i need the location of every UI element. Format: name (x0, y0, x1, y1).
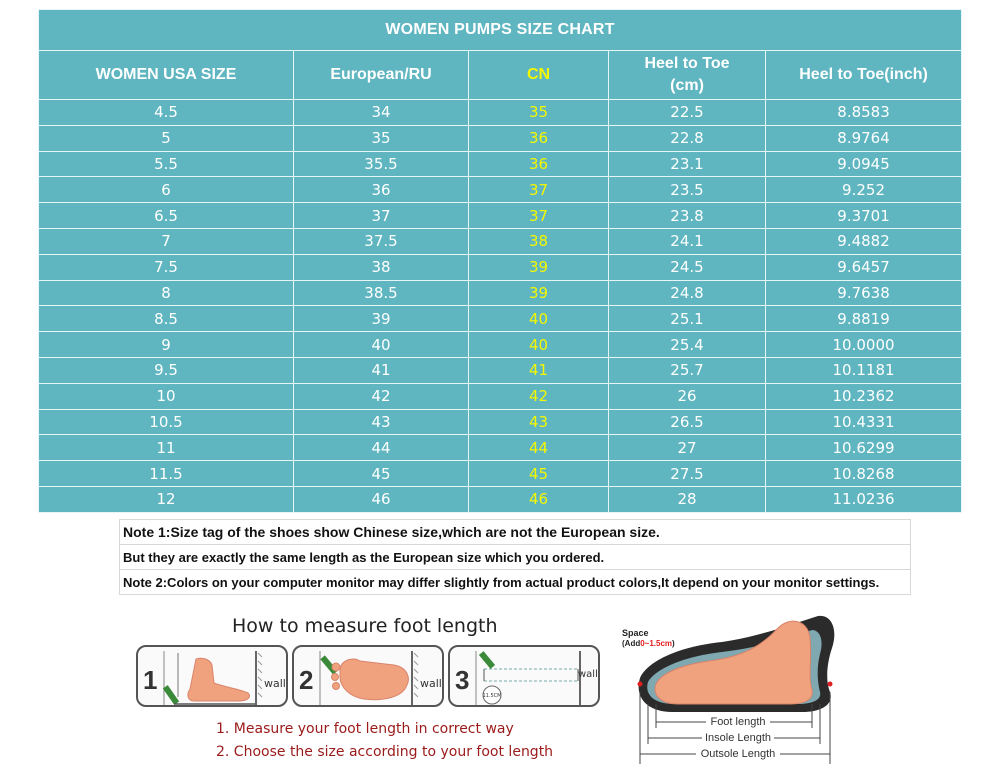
cell-heel-to-toe-cm: 23.1 (609, 151, 766, 177)
table-row (39, 486, 962, 512)
cell-usa-size: 9.5 (39, 357, 294, 383)
step-number: 2 (299, 665, 314, 695)
cell-heel-to-toe-inch: 10.1181 (766, 357, 962, 383)
space-label: Space (622, 628, 649, 638)
cell-cn-size: 45 (469, 461, 609, 487)
cell-heel-to-toe-cm: 27.5 (609, 461, 766, 487)
pencil-icon (479, 651, 495, 669)
table-row (39, 280, 962, 306)
cell-european-size: 46 (294, 486, 469, 512)
cell-european-size: 38.5 (294, 280, 469, 306)
step-3-illustration (450, 647, 600, 707)
cell-heel-to-toe-inch: 9.4882 (766, 228, 962, 254)
cell-heel-to-toe-cm: 22.8 (609, 125, 766, 151)
cell-heel-to-toe-inch: 9.252 (766, 177, 962, 203)
insole-length-label: Insole Length (704, 732, 772, 744)
notes-table (119, 519, 911, 595)
cell-usa-size: 9 (39, 332, 294, 358)
space-note-prefix: (Add (622, 639, 641, 648)
step-1-illustration (138, 647, 288, 707)
cell-heel-to-toe-inch: 10.8268 (766, 461, 962, 487)
space-note-suffix: ) (672, 639, 675, 648)
cell-heel-to-toe-cm: 26 (609, 383, 766, 409)
table-row (39, 435, 962, 461)
cell-usa-size: 10.5 (39, 409, 294, 435)
cell-heel-to-toe-inch: 8.8583 (766, 100, 962, 126)
cell-usa-size: 6.5 (39, 203, 294, 229)
header-heel-to-toe-inch: Heel to Toe(inch) (766, 51, 962, 100)
cell-cn-size: 36 (469, 125, 609, 151)
cell-heel-to-toe-inch: 9.8819 (766, 306, 962, 332)
measurement-tag: 11.5CM (482, 693, 502, 699)
note-1: Note 1:Size tag of the shoes show Chinese size,which are not the European size. (120, 520, 911, 545)
cell-heel-to-toe-cm: 27 (609, 435, 766, 461)
instruction-1: 1. Measure your foot length in correct way (216, 721, 514, 737)
wall-label: wall (420, 677, 442, 690)
wall-label: wall (264, 677, 286, 690)
cell-heel-to-toe-cm: 25.1 (609, 306, 766, 332)
table-row (39, 306, 962, 332)
measure-step-3 (448, 645, 600, 707)
step-number: 1 (143, 665, 158, 695)
cell-usa-size: 6 (39, 177, 294, 203)
cell-cn-size: 44 (469, 435, 609, 461)
table-row (39, 125, 962, 151)
cell-heel-to-toe-inch: 8.9764 (766, 125, 962, 151)
space-note (622, 639, 675, 648)
table-row (39, 151, 962, 177)
cell-european-size: 38 (294, 254, 469, 280)
cell-cn-size: 41 (469, 357, 609, 383)
cell-heel-to-toe-cm: 25.4 (609, 332, 766, 358)
cell-usa-size: 4.5 (39, 100, 294, 126)
table-title: WOMEN PUMPS SIZE CHART (39, 10, 962, 51)
cell-usa-size: 7.5 (39, 254, 294, 280)
cell-heel-to-toe-cm: 24.8 (609, 280, 766, 306)
cell-usa-size: 12 (39, 486, 294, 512)
shoe-length-diagram (612, 612, 840, 770)
cell-usa-size: 8.5 (39, 306, 294, 332)
cell-cn-size: 37 (469, 203, 609, 229)
table-row (39, 332, 962, 358)
cell-usa-size: 5.5 (39, 151, 294, 177)
cell-heel-to-toe-inch: 11.0236 (766, 486, 962, 512)
cell-heel-to-toe-cm: 24.1 (609, 228, 766, 254)
size-rows (39, 100, 962, 513)
table-row (39, 100, 962, 126)
table-row (39, 357, 962, 383)
cell-cn-size: 35 (469, 100, 609, 126)
cell-european-size: 41 (294, 357, 469, 383)
wall-label: wall (578, 669, 598, 680)
table-row (39, 409, 962, 435)
header-cn-size: CN (469, 51, 609, 100)
cell-usa-size: 8 (39, 280, 294, 306)
cell-european-size: 43 (294, 409, 469, 435)
note-1-continued: But they are exactly the same length as the European size which you ordered. (120, 545, 911, 570)
header-cm-line1: Heel to Toe (644, 55, 730, 72)
measure-step-1 (136, 645, 288, 707)
cell-cn-size: 46 (469, 486, 609, 512)
table-row (39, 228, 962, 254)
cell-cn-size: 40 (469, 306, 609, 332)
cell-heel-to-toe-inch: 10.6299 (766, 435, 962, 461)
cell-european-size: 35 (294, 125, 469, 151)
cell-usa-size: 10 (39, 383, 294, 409)
cell-cn-size: 40 (469, 332, 609, 358)
cell-usa-size: 7 (39, 228, 294, 254)
cell-european-size: 34 (294, 100, 469, 126)
size-chart-table (38, 9, 962, 513)
table-row (39, 177, 962, 203)
cell-european-size: 42 (294, 383, 469, 409)
table-row (39, 383, 962, 409)
cell-heel-to-toe-cm: 23.8 (609, 203, 766, 229)
cell-heel-to-toe-inch: 10.4331 (766, 409, 962, 435)
foot-top-icon (340, 659, 408, 700)
header-european-size: European/RU (294, 51, 469, 100)
pencil-icon (163, 685, 179, 705)
cell-heel-to-toe-inch: 9.6457 (766, 254, 962, 280)
instruction-2: 2. Choose the size according to your foot length (216, 744, 554, 760)
cell-european-size: 35.5 (294, 151, 469, 177)
cell-usa-size: 11 (39, 435, 294, 461)
cell-heel-to-toe-cm: 28 (609, 486, 766, 512)
cell-european-size: 37 (294, 203, 469, 229)
cell-heel-to-toe-cm: 26.5 (609, 409, 766, 435)
cell-cn-size: 43 (469, 409, 609, 435)
foot-icon (188, 658, 250, 701)
cell-heel-to-toe-cm: 23.5 (609, 177, 766, 203)
cell-usa-size: 5 (39, 125, 294, 151)
cell-heel-to-toe-inch: 10.0000 (766, 332, 962, 358)
cell-european-size: 45 (294, 461, 469, 487)
cell-european-size: 36 (294, 177, 469, 203)
note-2: Note 2:Colors on your computer monitor may differ slightly from actual product colors,It depend on your monitor settings. (120, 570, 911, 595)
table-row (39, 461, 962, 487)
measure-step-2 (292, 645, 444, 707)
table-row (39, 203, 962, 229)
cell-european-size: 39 (294, 306, 469, 332)
cell-cn-size: 42 (469, 383, 609, 409)
cell-european-size: 40 (294, 332, 469, 358)
cell-cn-size: 39 (469, 254, 609, 280)
cell-cn-size: 38 (469, 228, 609, 254)
cell-heel-to-toe-inch: 9.7638 (766, 280, 962, 306)
step-number: 3 (455, 665, 470, 695)
cell-european-size: 44 (294, 435, 469, 461)
cell-heel-to-toe-inch: 9.3701 (766, 203, 962, 229)
cell-cn-size: 37 (469, 177, 609, 203)
cell-heel-to-toe-cm: 22.5 (609, 100, 766, 126)
cell-heel-to-toe-inch: 10.2362 (766, 383, 962, 409)
cell-cn-size: 36 (469, 151, 609, 177)
header-usa-size: WOMEN USA SIZE (39, 51, 294, 100)
cell-heel-to-toe-inch: 9.0945 (766, 151, 962, 177)
header-heel-to-toe-cm (609, 51, 766, 100)
cell-european-size: 37.5 (294, 228, 469, 254)
outsole-length-label: Outsole Length (700, 748, 776, 760)
measure-title: How to measure foot length (232, 615, 498, 637)
header-cm-line2: (cm) (670, 77, 704, 94)
cell-usa-size: 11.5 (39, 461, 294, 487)
foot-length-label: Foot length (710, 716, 766, 728)
cell-heel-to-toe-cm: 25.7 (609, 357, 766, 383)
table-row (39, 254, 962, 280)
step-2-illustration (294, 647, 444, 707)
space-note-value: 0~1.5cm (640, 639, 673, 648)
cell-heel-to-toe-cm: 24.5 (609, 254, 766, 280)
cell-cn-size: 39 (469, 280, 609, 306)
table-header-row (39, 51, 962, 100)
